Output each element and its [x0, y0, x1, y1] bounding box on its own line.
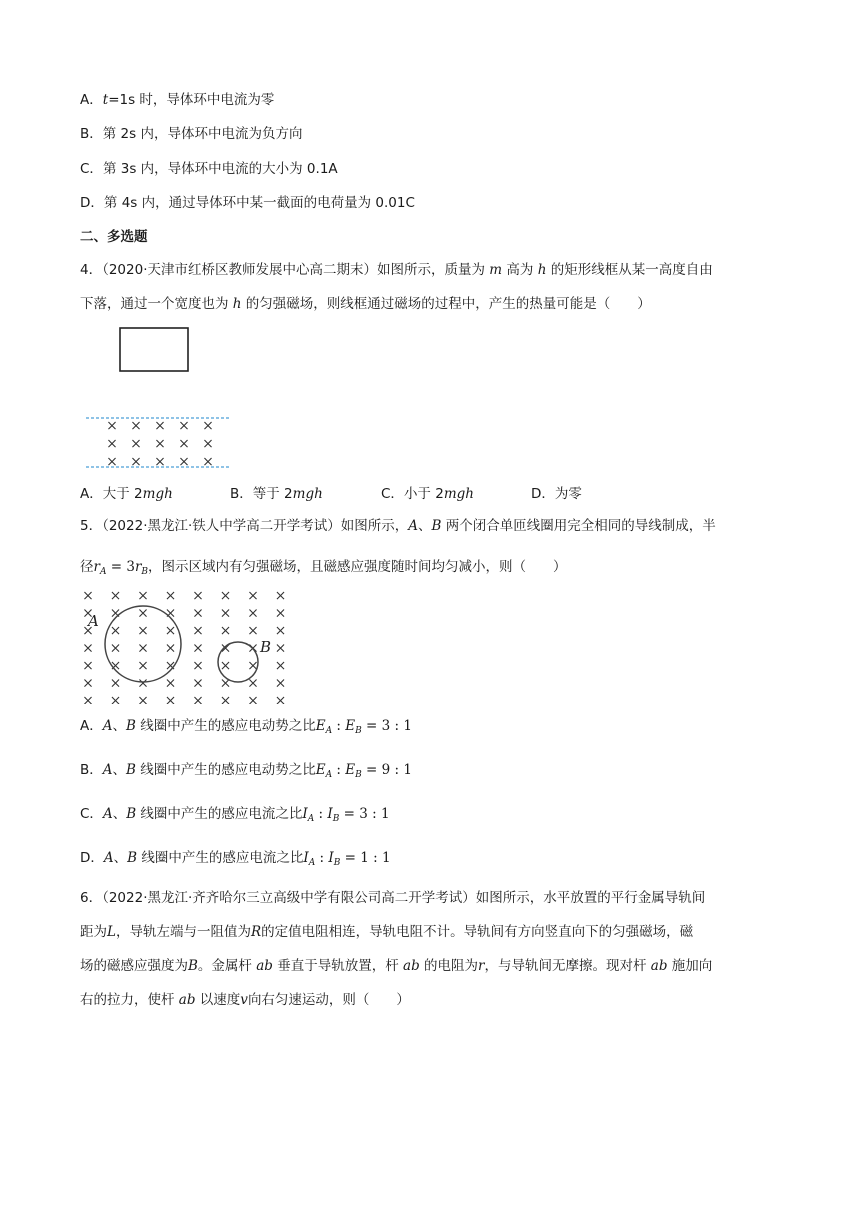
field-cross: ×	[106, 418, 118, 434]
field-cross: ×	[274, 658, 287, 674]
var-i: I	[328, 850, 334, 866]
stem-text: 的定值电阻相连，导轨电阻不计。导轨间有方向竖直向下的匀强磁场，磁	[261, 924, 694, 940]
field-cross: ×	[164, 658, 177, 674]
field-cross: ×	[109, 605, 122, 622]
var-h: h	[537, 262, 547, 278]
q3-option-c	[80, 159, 338, 179]
q3-option-a	[80, 90, 274, 110]
q3-option-d	[80, 193, 415, 213]
section-title: 二、多选题	[80, 229, 148, 245]
field-cross: ×	[137, 658, 149, 674]
question-source: （2020·天津市红桥区教师发展中心高二期末）	[102, 262, 377, 278]
var-l: L	[107, 924, 116, 940]
field-cross: ×	[274, 588, 287, 604]
field-cross: ×	[274, 605, 287, 622]
var-h: h	[232, 296, 242, 312]
var-ab: ab	[650, 958, 668, 974]
field-cross: ×	[219, 693, 232, 704]
var-a: A	[103, 850, 114, 866]
field-cross: ×	[109, 640, 122, 657]
field-cross: ×	[192, 588, 204, 604]
magnetic-field-crosses	[106, 418, 214, 470]
field-cross: ×	[109, 693, 122, 704]
q5-stem-line2	[80, 557, 567, 582]
stem-text: 距为	[80, 924, 107, 940]
stem-text: 如图所示，水平放置的平行金属导轨间	[475, 890, 706, 906]
q6-stem-line1	[80, 888, 705, 908]
question-number: 4．	[80, 262, 103, 278]
option-text: 线圈中产生的感应电动势之比	[135, 718, 316, 734]
option-text: 第 4s 内，通过导体环中某一截面的电荷量为 0.01C	[103, 195, 415, 211]
var-ab: ab	[403, 958, 420, 974]
q5-option-b	[80, 760, 412, 785]
stem-text: ，图示区域内有匀强磁场，且磁感应强度随时间均匀减小，则（ ）	[148, 559, 567, 575]
field-cross: ×	[82, 693, 94, 704]
option-text: 大于 2	[102, 486, 143, 502]
field-cross: ×	[106, 436, 118, 452]
field-cross: ×	[82, 605, 94, 622]
field-cross: ×	[192, 623, 204, 639]
q4-option-d	[531, 484, 582, 504]
field-cross: ×	[219, 675, 232, 692]
subscript-a: A	[325, 770, 333, 780]
var-a: A	[408, 518, 419, 534]
question-source: （2022·黑龙江·铁人中学高二开学考试）	[102, 518, 341, 534]
field-cross: ×	[164, 588, 177, 604]
option-letter: C．	[80, 806, 103, 822]
option-text: 小于 2	[403, 486, 444, 502]
option-text: 线圈中产生的感应电动势之比	[135, 762, 316, 778]
field-cross: ×	[247, 658, 259, 674]
stem-text: ，导轨左端与一阻值为	[115, 924, 251, 940]
label-b: B	[260, 638, 272, 656]
var-b: B	[126, 718, 136, 734]
field-cross: ×	[137, 693, 149, 704]
ratio-value: = 9 : 1	[361, 762, 412, 778]
equation-text: = 3	[106, 559, 135, 575]
stem-text: 、	[113, 850, 128, 866]
q3-option-b	[80, 124, 302, 144]
stem-text: 向右匀速运动，则（ ）	[247, 992, 410, 1008]
field-cross: ×	[154, 418, 166, 434]
field-cross: ×	[202, 418, 214, 434]
field-cross: ×	[274, 640, 287, 657]
field-cross: ×	[219, 640, 232, 657]
field-cross: ×	[82, 640, 94, 657]
option-text: 第 3s 内，导体环中电流的大小为 0.1A	[102, 161, 338, 177]
magnetic-field-crosses	[82, 588, 286, 704]
field-cross: ×	[154, 454, 166, 470]
var-b: B	[126, 806, 137, 822]
field-cross: ×	[109, 658, 122, 674]
option-text: 为零	[554, 486, 582, 502]
field-cross: ×	[219, 605, 232, 622]
field-cross: ×	[192, 658, 204, 674]
field-cross: ×	[274, 623, 287, 639]
ratio-value: = 1 : 1	[340, 850, 391, 866]
field-cross: ×	[202, 436, 214, 452]
subscript-b: B	[332, 814, 340, 824]
stem-text: 右的拉力，使杆	[80, 992, 179, 1008]
var-t: t	[102, 92, 109, 108]
field-cross: ×	[247, 623, 259, 639]
field-cross: ×	[274, 693, 287, 704]
subscript-b: B	[355, 726, 362, 736]
stem-text: 以速度	[195, 992, 241, 1008]
wire-frame	[120, 328, 188, 371]
subscript-b: B	[141, 567, 149, 577]
option-letter: A．	[80, 486, 103, 502]
field-cross: ×	[164, 693, 177, 704]
field-cross: ×	[137, 605, 149, 622]
option-text: 线圈中产生的感应电流之比	[137, 850, 304, 866]
q5-figure	[76, 584, 296, 704]
field-cross: ×	[219, 588, 232, 604]
stem-text: 、	[112, 806, 127, 822]
field-cross: ×	[178, 454, 190, 470]
ratio-sign: :	[332, 718, 346, 734]
field-cross: ×	[178, 418, 190, 434]
field-cross: ×	[247, 675, 259, 692]
subscript-a: A	[325, 726, 333, 736]
stem-text: 垂直于导轨放置，杆	[272, 958, 404, 974]
option-text: =1s 时，导体环中电流为零	[108, 92, 275, 108]
q5-stem-line1	[80, 516, 716, 536]
q6-stem-line3	[80, 956, 712, 976]
var-ab: ab	[256, 958, 273, 974]
field-cross: ×	[130, 436, 142, 452]
var-i: I	[302, 806, 308, 822]
q6-stem-line4	[80, 990, 410, 1010]
field-cross: ×	[82, 675, 94, 692]
stem-text: 、	[112, 762, 127, 778]
subscript-a: A	[308, 858, 316, 868]
stem-text: 、	[112, 718, 126, 734]
var-b: B	[127, 850, 138, 866]
var-b-field: B	[188, 958, 198, 974]
field-cross: ×	[82, 658, 94, 674]
ratio-sign: :	[314, 806, 328, 822]
var-i: I	[303, 850, 309, 866]
option-letter: B．	[80, 126, 103, 142]
var-e: E	[315, 762, 326, 778]
field-cross: ×	[164, 640, 177, 657]
var-r-rod: r	[478, 958, 485, 974]
field-cross: ×	[106, 454, 118, 470]
field-cross: ×	[247, 605, 259, 622]
label-a: A	[88, 612, 99, 630]
option-letter: A．	[80, 718, 103, 734]
stem-text: 径	[80, 559, 94, 575]
var-b: B	[431, 518, 442, 534]
var-a: A	[102, 718, 113, 734]
field-cross: ×	[247, 693, 259, 704]
option-letter: B．	[80, 762, 103, 778]
ratio-value: = 3 : 1	[361, 718, 412, 734]
var-mgh: mgh	[443, 486, 474, 502]
stem-text: 如图所示，质量为	[377, 262, 490, 278]
var-r-resistor: R	[250, 924, 262, 940]
var-a: A	[102, 762, 113, 778]
field-cross: ×	[247, 588, 259, 604]
q4-figure	[80, 320, 250, 470]
subscript-b: B	[355, 770, 362, 780]
subscript-a: A	[99, 567, 107, 577]
stem-text: ，与导轨间无摩擦。现对杆	[484, 958, 651, 974]
ratio-value: = 3 : 1	[339, 806, 390, 822]
option-text: 等于 2	[252, 486, 293, 502]
stem-text: 场的磁感应强度为	[80, 958, 188, 974]
field-cross: ×	[109, 675, 122, 692]
stem-text: 施加向	[667, 958, 713, 974]
var-e: E	[345, 718, 356, 734]
field-cross: ×	[192, 675, 204, 692]
field-cross: ×	[164, 623, 177, 639]
q4-option-b	[230, 484, 323, 504]
option-letter: D．	[531, 486, 555, 502]
field-cross: ×	[274, 675, 287, 692]
var-ab: ab	[178, 992, 196, 1008]
option-text: 第 2s 内，导体环中电流为负方向	[102, 126, 303, 142]
option-text: 线圈中产生的感应电流之比	[136, 806, 303, 822]
question-number: 6．	[80, 890, 103, 906]
field-cross: ×	[164, 675, 177, 692]
subscript-a: A	[307, 814, 315, 824]
q4-option-c	[381, 484, 474, 504]
field-cross: ×	[219, 658, 232, 674]
var-mgh: mgh	[292, 486, 323, 502]
var-r: r	[93, 559, 100, 575]
var-a: A	[102, 806, 113, 822]
stem-text: 、	[418, 518, 432, 534]
field-cross: ×	[109, 623, 122, 639]
field-cross: ×	[82, 623, 94, 639]
option-letter: A．	[80, 92, 103, 108]
field-cross: ×	[192, 605, 204, 622]
var-mgh: mgh	[142, 486, 173, 502]
stem-text: 的矩形线框从某一高度自由	[546, 262, 713, 278]
stem-text: 的匀强磁场，则线框通过磁场的过程中，产生的热量可能是（ ）	[241, 296, 651, 312]
subscript-b: B	[333, 858, 341, 868]
stem-text: 下落，通过一个宽度也为	[80, 296, 233, 312]
field-cross: ×	[202, 454, 214, 470]
q4-stem-line2	[80, 294, 651, 314]
field-cross: ×	[109, 588, 122, 604]
var-e: E	[315, 718, 326, 734]
field-cross: ×	[192, 693, 204, 704]
var-r: r	[134, 559, 142, 575]
var-e: E	[345, 762, 356, 778]
q5-option-a	[80, 716, 412, 741]
question-number: 5．	[80, 518, 103, 534]
field-cross: ×	[130, 454, 142, 470]
field-cross: ×	[154, 436, 166, 452]
option-letter: C．	[381, 486, 404, 502]
ratio-sign: :	[315, 850, 329, 866]
field-cross: ×	[130, 418, 142, 434]
var-b: B	[126, 762, 136, 778]
field-cross: ×	[164, 605, 177, 622]
var-v: v	[240, 992, 248, 1008]
field-cross: ×	[137, 640, 149, 657]
field-cross: ×	[137, 623, 149, 639]
option-letter: B．	[230, 486, 253, 502]
q4-stem-line1	[80, 260, 713, 280]
q5-option-c	[80, 804, 390, 829]
stem-text: 的电阻为	[419, 958, 479, 974]
field-cross: ×	[219, 623, 232, 639]
stem-text: 如图所示，	[340, 518, 409, 534]
stem-text: 两个闭合单匝线圈用完全相同的导线制成，半	[441, 518, 716, 534]
option-letter: D．	[80, 850, 104, 866]
var-m: m	[489, 262, 503, 278]
q4-option-a	[80, 484, 173, 504]
field-cross: ×	[247, 640, 259, 657]
ratio-sign: :	[332, 762, 346, 778]
q5-option-d	[80, 848, 391, 873]
field-cross: ×	[178, 436, 190, 452]
field-cross: ×	[82, 588, 94, 604]
var-i: I	[327, 806, 333, 822]
field-cross: ×	[137, 675, 149, 692]
field-cross: ×	[192, 640, 204, 657]
stem-text: 。金属杆	[197, 958, 257, 974]
option-letter: D．	[80, 195, 104, 211]
stem-text: 高为	[502, 262, 538, 278]
question-source: （2022·黑龙江·齐齐哈尔三立高级中学有限公司高二开学考试）	[102, 890, 476, 906]
q6-stem-line2	[80, 922, 693, 942]
option-letter: C．	[80, 161, 103, 177]
field-cross: ×	[137, 588, 149, 604]
